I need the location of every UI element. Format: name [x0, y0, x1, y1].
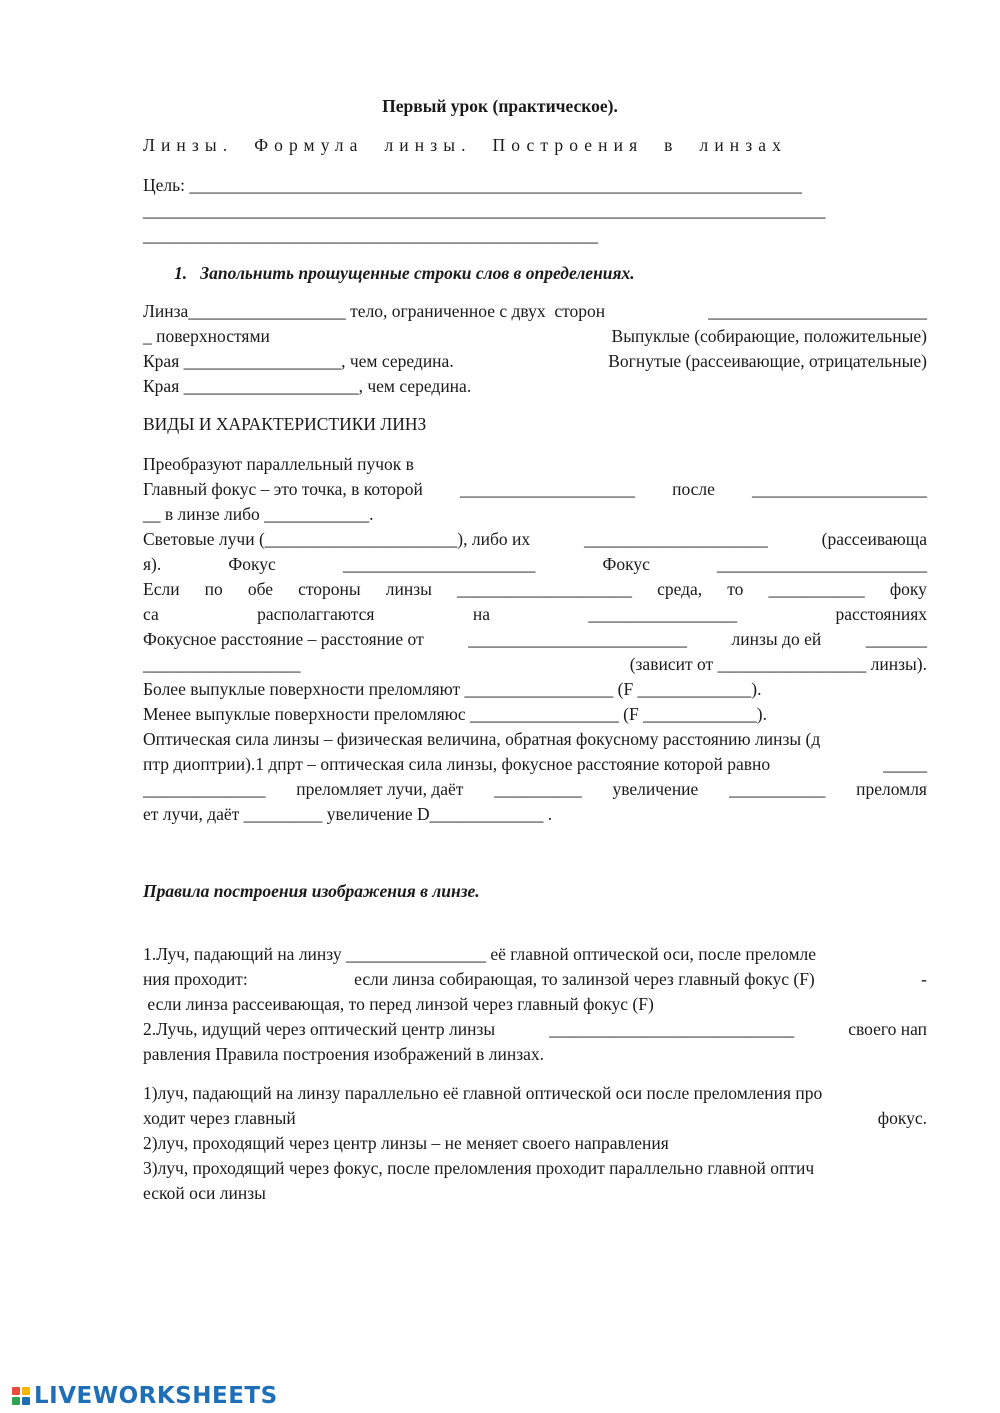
- types-line-7: са располаггаются на _________________ расстояниях: [143, 604, 927, 624]
- logo-text: LIVEWORKSHEETS: [34, 1383, 278, 1409]
- rules-heading: Правила построения изображения в линзе.: [143, 881, 480, 901]
- rules-line-1: 1.Луч, падающий на линзу ________________ её главной оптической оси, после преломле: [143, 944, 817, 964]
- lens-line-1: Линза__________________ тело, ограниченное с двух сторон: [143, 301, 606, 321]
- lens-line-2: _ поверхностями: [143, 326, 270, 346]
- rules-line-4: 2.Лучь, идущий через оптический центр линзы ____________________________ своего нап: [143, 1019, 927, 1039]
- goal-line-2: ______________________________________________________________________________: [143, 200, 826, 220]
- types-line-5: я). Фокус ______________________ Фокус ________________________: [143, 554, 927, 574]
- rules-line-2: ния проходит: если линза собирающая, то залинзой через главный фокус (F) -: [143, 969, 927, 989]
- rules-line-3: если линза рассеивающая, то перед линзой через главный фокус (F): [143, 994, 654, 1014]
- types-line-12: Оптическая сила линзы – физическая величина, обратная фокусному расстоянию линзы (д: [143, 729, 821, 749]
- types-line-11: Менее выпуклые поверхности преломляюс _________________ (F _____________).: [143, 704, 768, 724]
- logo-block-1: [12, 1387, 20, 1395]
- rules-line-5: равления Правила построения изображений в линзах.: [143, 1044, 545, 1064]
- logo-block-4: [22, 1397, 30, 1405]
- logo-block-2: [22, 1387, 30, 1395]
- types-line-4: Световые лучи (______________________), либо их _____________________ (рассеивающа: [143, 529, 927, 549]
- summary-line-4: 3)луч, проходящий через фокус, после преломления проходит параллельно главной оптич: [143, 1158, 815, 1178]
- types-line-8: Фокусное расстояние – расстояние от _________________________ линзы до ей _______: [143, 629, 927, 649]
- liveworksheets-logo[interactable]: [12, 1383, 278, 1409]
- types-line-2: Главный фокус – это точка, в которой ____________________ после ____________________: [143, 479, 927, 499]
- types-line-13: птр диоптрии).1 дпрт – оптическая сила линзы, фокусное расстояние которой равно _____: [143, 754, 927, 774]
- logo-blocks-icon: [12, 1387, 30, 1405]
- types-line-10: Более выпуклые поверхности преломляют _________________ (F _____________).: [143, 679, 762, 699]
- types-line-3: __ в линзе либо ____________.: [143, 504, 374, 524]
- types-line-9a: __________________: [143, 654, 301, 674]
- lens-line-4: Края ____________________, чем середина.: [143, 376, 472, 396]
- summary-line-3: 2)луч, проходящий через центр линзы – не меняет своего направления: [143, 1133, 669, 1153]
- convex-lenses: Выпуклые (собирающие, положительные): [611, 326, 927, 346]
- types-line-1: Преобразуют параллельный пучок в: [143, 454, 414, 474]
- page-title: Первый урок (практическое).: [382, 96, 618, 116]
- goal-line-3: ____________________________________________________: [143, 225, 598, 245]
- concave-lenses: Вогнутые (рассеивающие, отрицательные): [608, 351, 927, 371]
- summary-line-5: еской оси линзы: [143, 1183, 266, 1203]
- goal-line-1: Цель: ______________________________________________________________________: [143, 175, 802, 195]
- types-line-14: ______________ преломляет лучи, даёт __________ увеличение ___________ преломля: [143, 779, 927, 799]
- summary-line-2b: фокус.: [877, 1108, 927, 1128]
- types-line-15: ет лучи, даёт _________ увеличение D_____________ .: [143, 804, 553, 824]
- types-heading: ВИДЫ И ХАРАКТЕРИСТИКИ ЛИНЗ: [143, 414, 427, 434]
- logo-block-3: [12, 1397, 20, 1405]
- types-line-6: Если по обе стороны линзы ____________________ среда, то ___________ фоку: [143, 579, 927, 599]
- summary-line-2a: ходит через главный: [143, 1108, 296, 1128]
- lens-line-3: Края __________________, чем середина.: [143, 351, 454, 371]
- summary-line-1: 1)луч, падающий на линзу параллельно её главной оптической оси после преломления про: [143, 1083, 823, 1103]
- types-line-9b: (зависит от _________________ линзы).: [629, 654, 927, 674]
- lens-line-1-blank: _________________________: [708, 301, 927, 321]
- page-subtitle: Линзы. Формула линзы. Построения в линзах: [143, 135, 787, 155]
- task1-heading: 1. Запольнить прошущенные строки слов в определениях.: [174, 263, 635, 283]
